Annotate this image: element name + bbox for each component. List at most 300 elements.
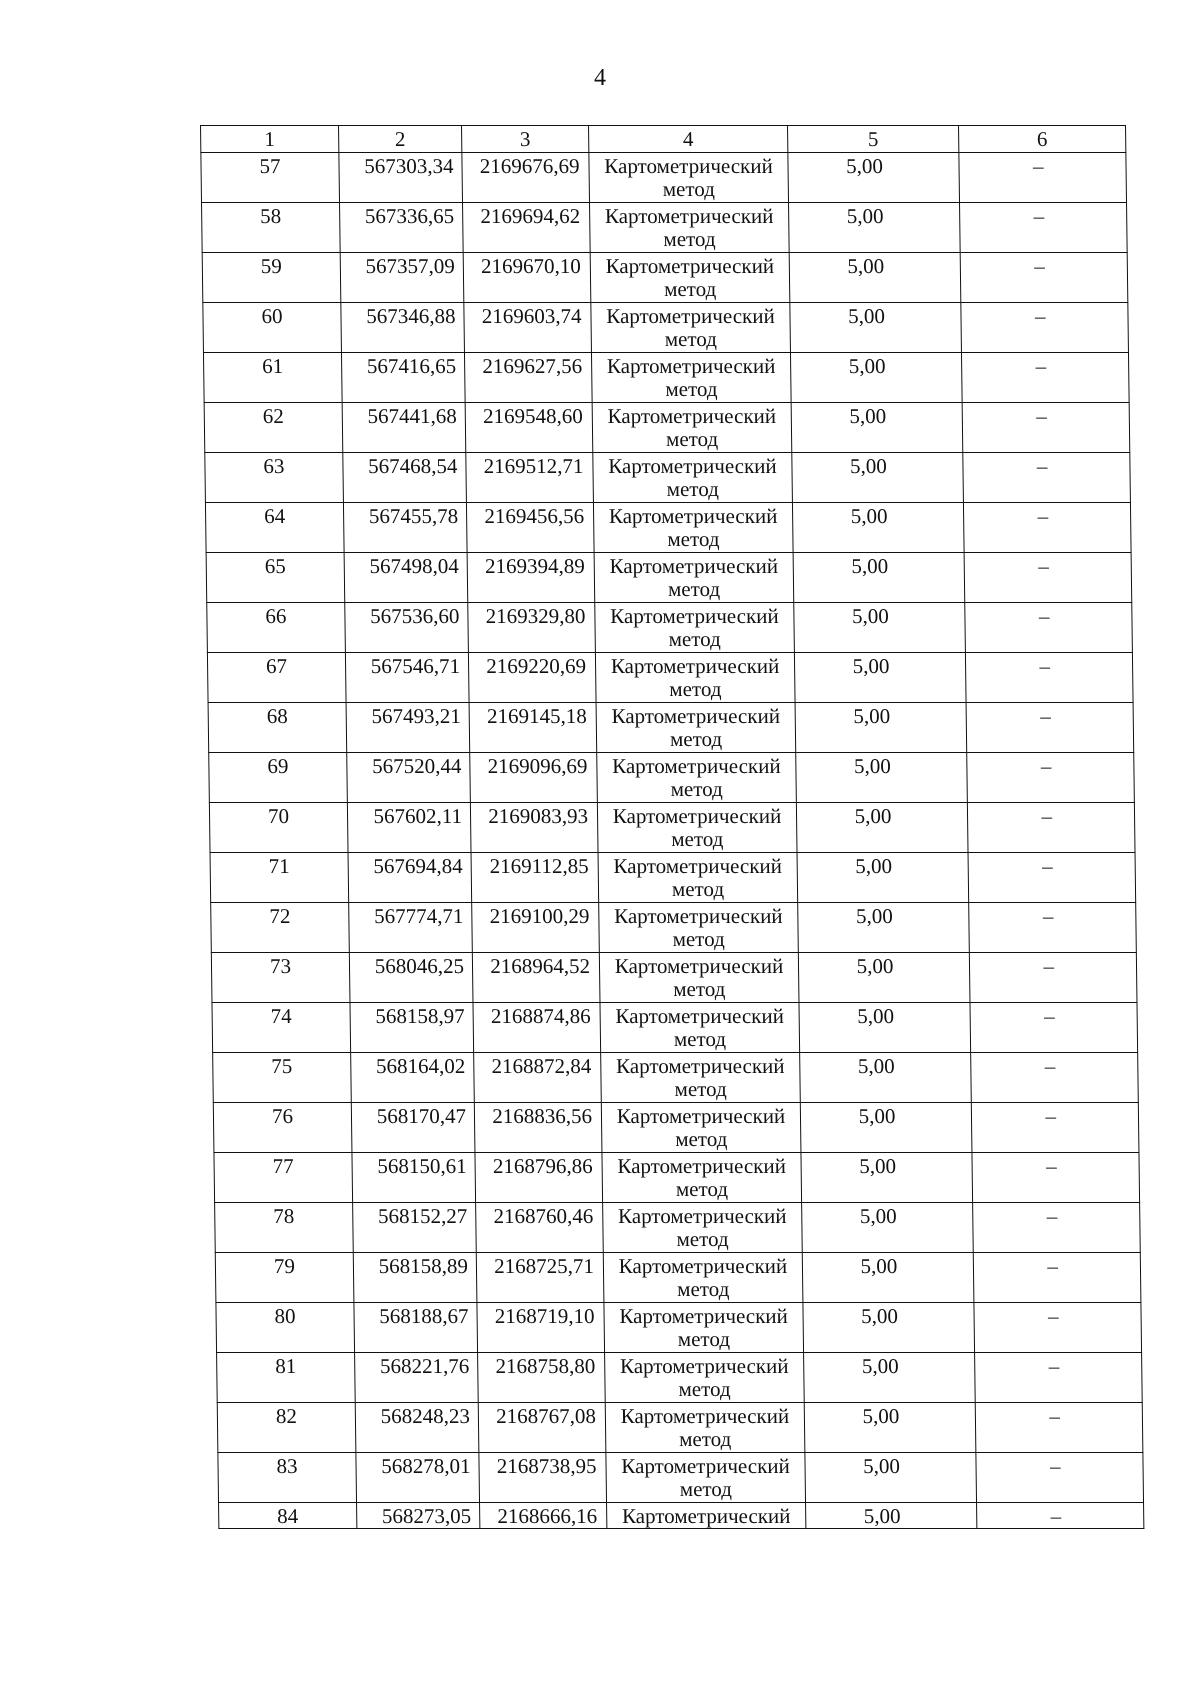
header-row — [201, 126, 1126, 153]
x-coordinate-cell — [348, 853, 472, 903]
method-cell — [597, 803, 797, 853]
table-row — [205, 453, 1131, 503]
y-coordinate-cell-text: 2168964,52 — [490, 954, 591, 978]
method-line1: Картометрический — [604, 204, 774, 228]
point-number-cell-text: 80 — [274, 1304, 296, 1328]
point-number-cell — [210, 853, 349, 903]
table-row — [214, 1153, 1140, 1203]
point-number-cell — [201, 153, 340, 203]
y-coordinate-cell — [465, 403, 593, 453]
note-cell — [961, 303, 1129, 353]
point-number-cell-text: 65 — [264, 554, 286, 578]
x-coordinate-cell-text: 568221,76 — [379, 1354, 470, 1378]
x-coordinate-cell-text: 567416,65 — [366, 354, 457, 378]
x-coordinate-cell-text: 567357,09 — [365, 254, 456, 278]
point-number-cell — [206, 553, 345, 603]
accuracy-cell-text: 5,00 — [851, 554, 889, 578]
method-line1: Картометрический — [606, 354, 776, 378]
accuracy-cell-text: 5,00 — [846, 154, 884, 178]
method-cell — [589, 153, 789, 203]
x-coordinate-cell-text: 568158,97 — [375, 1004, 465, 1028]
method-line1: Картометрический — [613, 854, 783, 878]
x-coordinate-cell — [355, 1403, 479, 1453]
point-number-cell-text: 66 — [265, 604, 287, 628]
method-line1: Картометрический — [608, 504, 778, 528]
accuracy-cell — [789, 253, 961, 303]
point-number-cell — [211, 953, 350, 1003]
note-cell-text: – — [1045, 1104, 1057, 1128]
table-row — [211, 953, 1137, 1003]
accuracy-cell — [792, 453, 964, 503]
x-coordinate-cell — [349, 953, 473, 1003]
y-coordinate-cell — [468, 653, 596, 703]
x-coordinate-cell-text: 567520,44 — [371, 754, 462, 778]
x-coordinate-cell — [354, 1303, 478, 1353]
method-cell — [601, 1053, 801, 1103]
point-number-cell-text: 67 — [265, 654, 288, 678]
accuracy-cell-text: 5,00 — [846, 204, 884, 228]
y-coordinate-cell-text: 2169627,56 — [482, 354, 583, 378]
point-number-cell-text: 69 — [267, 754, 289, 778]
note-cell — [961, 353, 1129, 403]
point-number-cell — [207, 653, 346, 703]
accuracy-cell — [805, 1453, 977, 1503]
note-cell — [970, 1003, 1138, 1053]
accuracy-cell-text: 5,00 — [857, 1054, 895, 1078]
method-line2: метод — [676, 1227, 729, 1251]
point-number-cell-text: 83 — [276, 1454, 298, 1478]
x-coordinate-cell — [346, 703, 470, 753]
point-number-cell-text: 71 — [268, 854, 290, 878]
accuracy-cell — [803, 1303, 975, 1353]
accuracy-cell-text: 5,00 — [850, 504, 888, 528]
point-number-cell — [203, 353, 342, 403]
accuracy-cell — [800, 1103, 972, 1153]
note-cell-text: – — [1049, 1404, 1061, 1428]
method-cell — [607, 1503, 806, 1529]
x-coordinate-cell — [340, 203, 464, 253]
x-coordinate-cell — [339, 153, 463, 203]
table-row — [219, 1503, 1144, 1529]
table-row — [213, 1103, 1139, 1153]
table-row — [212, 1003, 1138, 1053]
accuracy-cell — [790, 353, 962, 403]
point-number-cell — [214, 1153, 353, 1203]
method-line1: Картометрический — [620, 1404, 790, 1428]
point-number-cell — [209, 803, 348, 853]
method-cell — [594, 553, 794, 603]
method-cell — [591, 303, 791, 353]
point-number-cell — [202, 203, 341, 253]
note-cell — [977, 1503, 1144, 1529]
x-coordinate-cell — [341, 303, 465, 353]
accuracy-cell-text: 5,00 — [858, 1104, 896, 1128]
method-line2: метод — [669, 727, 723, 751]
point-number-cell — [203, 303, 342, 353]
method-cell — [595, 653, 795, 703]
method-line1: Картометрический — [607, 404, 777, 428]
table-row — [210, 853, 1136, 903]
point-number-cell — [215, 1253, 354, 1303]
accuracy-cell — [791, 403, 963, 453]
method-line1: Картометрический — [617, 1204, 787, 1228]
method-cell — [596, 703, 796, 753]
method-cell — [598, 853, 798, 903]
note-cell-text: – — [1048, 1354, 1060, 1378]
note-cell — [967, 803, 1135, 853]
method-line1: Картометрический — [621, 1504, 791, 1528]
point-number-cell — [205, 453, 344, 503]
table-row — [207, 603, 1133, 653]
x-coordinate-cell-text: 568248,23 — [380, 1404, 471, 1428]
y-coordinate-cell — [470, 753, 598, 803]
method-cell — [590, 253, 790, 303]
x-coordinate-cell-text: 567455,78 — [368, 504, 459, 528]
accuracy-cell-text: 5,00 — [861, 1354, 899, 1378]
point-number-cell — [202, 253, 341, 303]
x-coordinate-cell-text: 568158,89 — [378, 1254, 469, 1278]
note-cell-text: – — [1034, 254, 1046, 278]
x-coordinate-cell — [349, 903, 473, 953]
x-coordinate-cell — [341, 353, 465, 403]
point-number-cell-text: 75 — [271, 1054, 293, 1078]
table-row — [215, 1203, 1141, 1253]
y-coordinate-cell-text: 2169112,85 — [489, 854, 589, 878]
note-cell — [967, 753, 1135, 803]
method-line1: Картометрический — [618, 1254, 788, 1278]
accuracy-cell-text: 5,00 — [856, 954, 894, 978]
y-coordinate-cell — [478, 1403, 606, 1453]
method-line1: Картометрический — [610, 604, 779, 628]
note-cell-text: – — [1036, 454, 1048, 478]
x-coordinate-cell — [351, 1103, 475, 1153]
method-line1: Картометрический — [617, 1154, 787, 1178]
accuracy-cell-text: 5,00 — [853, 704, 891, 728]
note-cell — [964, 553, 1132, 603]
column-header-4: 4 — [589, 126, 788, 153]
method-line2: метод — [678, 1427, 732, 1451]
accuracy-cell — [790, 303, 962, 353]
method-cell — [599, 953, 799, 1003]
note-cell — [972, 1153, 1140, 1203]
x-coordinate-cell — [343, 503, 467, 553]
y-coordinate-cell-text: 2168758,80 — [495, 1354, 596, 1378]
accuracy-cell-text: 5,00 — [860, 1254, 898, 1278]
method-line2: метод — [667, 527, 720, 551]
point-number-cell-text: 64 — [263, 504, 286, 528]
x-coordinate-cell-text: 568150,61 — [377, 1154, 467, 1178]
method-line2: метод — [662, 177, 716, 201]
method-line2: метод — [671, 877, 725, 901]
y-coordinate-cell — [470, 803, 598, 853]
method-line1: Картометрический — [611, 754, 781, 778]
accuracy-cell-text: 5,00 — [861, 1304, 899, 1328]
y-coordinate-cell — [463, 253, 591, 303]
method-cell — [599, 903, 799, 953]
x-coordinate-cell-text: 567468,54 — [368, 454, 458, 478]
point-number-cell-text: 77 — [272, 1154, 294, 1178]
note-cell-text: – — [1049, 1454, 1061, 1478]
x-coordinate-cell-text: 568188,67 — [379, 1304, 469, 1328]
y-coordinate-cell — [473, 1003, 601, 1053]
y-coordinate-cell-text: 2168767,08 — [495, 1404, 597, 1428]
accuracy-cell-text: 5,00 — [849, 404, 887, 428]
note-cell-text: – — [1047, 1304, 1059, 1328]
accuracy-cell — [798, 953, 970, 1003]
note-cell-text: – — [1041, 804, 1053, 828]
x-coordinate-cell-text: 568170,47 — [376, 1104, 467, 1128]
accuracy-cell — [804, 1353, 976, 1403]
note-cell-text: – — [1039, 654, 1051, 678]
point-number-cell-text: 70 — [267, 804, 290, 828]
point-number-cell-text: 78 — [273, 1204, 295, 1228]
table-row — [217, 1403, 1143, 1453]
note-cell-text: – — [1046, 1204, 1058, 1228]
accuracy-cell — [796, 753, 968, 803]
x-coordinate-cell — [347, 803, 471, 853]
note-cell-text: – — [1032, 154, 1044, 178]
accuracy-cell — [806, 1503, 977, 1529]
table-row — [206, 553, 1132, 603]
note-cell — [975, 1403, 1143, 1453]
method-cell — [601, 1103, 801, 1153]
y-coordinate-cell-text: 2168874,86 — [490, 1004, 591, 1028]
y-coordinate-cell — [476, 1203, 604, 1253]
y-coordinate-cell-text: 2168738,95 — [496, 1454, 597, 1478]
y-coordinate-cell — [471, 853, 599, 903]
y-coordinate-cell-text: 2169694,62 — [480, 204, 581, 228]
x-coordinate-cell — [340, 253, 464, 303]
method-line1: Картометрический — [613, 904, 783, 928]
method-line2: метод — [665, 377, 718, 401]
method-cell — [600, 1003, 800, 1053]
method-line1: Картометрический — [619, 1304, 788, 1328]
accuracy-cell-text: 5,00 — [862, 1404, 900, 1428]
accuracy-cell — [796, 803, 968, 853]
note-cell — [968, 853, 1136, 903]
x-coordinate-cell — [352, 1153, 476, 1203]
column-header-2: 2 — [339, 126, 462, 153]
table-row — [205, 503, 1131, 553]
method-cell — [593, 503, 793, 553]
y-coordinate-cell — [462, 153, 590, 203]
x-coordinate-cell — [353, 1253, 477, 1303]
y-coordinate-cell — [463, 203, 591, 253]
accuracy-cell — [804, 1403, 976, 1453]
note-cell — [975, 1353, 1143, 1403]
accuracy-cell-text: 5,00 — [853, 754, 891, 778]
y-coordinate-cell-text: 2169100,29 — [489, 904, 590, 928]
method-line2: метод — [664, 327, 718, 351]
accuracy-cell-text: 5,00 — [847, 304, 886, 328]
method-line1: Картометрический — [621, 1454, 790, 1478]
note-cell — [963, 453, 1131, 503]
note-cell — [965, 603, 1133, 653]
method-line2: метод — [672, 927, 725, 951]
method-line2: метод — [678, 1377, 731, 1401]
y-coordinate-cell-text: 2169548,60 — [482, 404, 583, 428]
note-cell — [965, 653, 1133, 703]
point-number-cell — [217, 1353, 356, 1403]
y-coordinate-cell-text: 2169512,71 — [483, 454, 584, 478]
method-line2: метод — [665, 427, 719, 451]
x-coordinate-cell-text: 567546,71 — [370, 654, 461, 678]
point-number-cell-text: 68 — [266, 704, 288, 728]
method-cell — [604, 1303, 804, 1353]
accuracy-cell-text: 5,00 — [849, 454, 887, 478]
y-coordinate-cell — [472, 903, 600, 953]
note-cell — [973, 1203, 1141, 1253]
method-cell — [605, 1353, 805, 1403]
x-coordinate-cell — [357, 1503, 480, 1529]
table-row — [202, 203, 1128, 253]
x-coordinate-cell-text: 567536,60 — [370, 604, 460, 628]
method-line1: Картометрический — [611, 704, 781, 728]
point-number-cell-text: 72 — [269, 904, 291, 928]
y-coordinate-cell-text: 2168872,84 — [491, 1054, 592, 1078]
accuracy-cell — [798, 903, 970, 953]
y-coordinate-cell-text: 2169394,89 — [484, 554, 585, 578]
table-row — [218, 1453, 1144, 1503]
accuracy-cell — [794, 603, 966, 653]
x-coordinate-cell-text: 568273,05 — [381, 1504, 472, 1528]
column-header-5: 5 — [788, 126, 959, 153]
point-number-cell — [216, 1303, 355, 1353]
y-coordinate-cell-text: 2169456,56 — [484, 504, 585, 528]
x-coordinate-cell — [356, 1453, 480, 1503]
point-number-cell — [219, 1503, 357, 1529]
x-coordinate-cell — [344, 553, 468, 603]
point-number-cell — [217, 1403, 356, 1453]
method-line2: метод — [677, 1327, 731, 1351]
accuracy-cell-text: 5,00 — [847, 254, 885, 278]
point-number-cell — [207, 603, 346, 653]
y-coordinate-cell — [477, 1303, 605, 1353]
accuracy-cell — [802, 1203, 974, 1253]
method-line1: Картометрический — [614, 954, 784, 978]
y-coordinate-cell-text: 2168796,86 — [492, 1154, 593, 1178]
accuracy-cell-text: 5,00 — [863, 1504, 901, 1528]
method-line1: Картометрический — [605, 254, 775, 278]
y-coordinate-cell-text: 2169329,80 — [485, 604, 586, 628]
y-coordinate-cell-text: 2168760,46 — [493, 1204, 594, 1228]
note-cell-text: – — [1042, 904, 1054, 928]
method-line1: Картометрический — [615, 1054, 785, 1078]
point-number-cell — [218, 1453, 357, 1503]
table-row — [216, 1303, 1142, 1353]
accuracy-cell — [792, 503, 964, 553]
point-number-cell — [213, 1103, 352, 1153]
method-line2: метод — [673, 977, 726, 1001]
x-coordinate-cell — [345, 603, 469, 653]
y-coordinate-cell — [472, 953, 600, 1003]
note-cell-text: – — [1044, 1054, 1056, 1078]
note-cell — [969, 903, 1137, 953]
coordinates-table — [200, 125, 1144, 1529]
point-number-cell — [208, 703, 347, 753]
column-header-3: 3 — [462, 126, 589, 153]
point-number-cell — [212, 1003, 351, 1053]
accuracy-cell — [797, 853, 969, 903]
x-coordinate-cell — [345, 653, 469, 703]
method-line1: Картометрический — [609, 554, 779, 578]
point-number-cell — [204, 403, 343, 453]
note-cell — [960, 253, 1128, 303]
x-coordinate-cell-text: 568046,25 — [374, 954, 465, 978]
table-row — [209, 753, 1135, 803]
y-coordinate-cell-text: 2169676,69 — [479, 154, 580, 178]
method-line2: метод — [679, 1477, 733, 1501]
x-coordinate-cell — [350, 1003, 474, 1053]
point-number-cell-text: 57 — [259, 154, 281, 178]
method-cell — [592, 403, 792, 453]
method-cell — [590, 203, 790, 253]
method-cell — [603, 1203, 803, 1253]
note-cell-text: – — [1033, 204, 1045, 228]
y-coordinate-cell — [475, 1153, 603, 1203]
y-coordinate-cell — [469, 703, 597, 753]
method-line2: метод — [673, 1027, 727, 1051]
point-number-cell — [213, 1053, 352, 1103]
accuracy-cell — [788, 153, 960, 203]
x-coordinate-cell-text: 568164,02 — [375, 1054, 466, 1078]
method-line1: Картометрический — [604, 154, 773, 178]
note-cell — [959, 153, 1127, 203]
method-cell — [595, 603, 795, 653]
point-number-cell-text: 82 — [275, 1404, 298, 1428]
y-coordinate-cell — [474, 1053, 602, 1103]
accuracy-cell — [793, 553, 965, 603]
note-cell-text: – — [1050, 1504, 1062, 1528]
accuracy-cell-text: 5,00 — [859, 1204, 897, 1228]
point-number-cell — [205, 503, 344, 553]
accuracy-cell — [789, 203, 961, 253]
accuracy-cell — [800, 1053, 972, 1103]
point-number-cell-text: 74 — [270, 1004, 292, 1028]
point-number-cell-text: 60 — [261, 304, 283, 328]
table-row — [209, 803, 1135, 853]
accuracy-cell — [795, 703, 967, 753]
accuracy-cell-text: 5,00 — [854, 804, 892, 828]
y-coordinate-cell-text: 2168719,10 — [494, 1304, 595, 1328]
x-coordinate-cell-text: 567441,68 — [367, 404, 457, 428]
note-cell — [963, 503, 1131, 553]
y-coordinate-cell-text: 2169145,18 — [486, 704, 587, 728]
y-coordinate-cell-text: 2169670,10 — [480, 254, 582, 278]
point-number-cell-text: 62 — [262, 404, 284, 428]
method-line1: Картометрический — [606, 304, 775, 328]
note-cell — [966, 703, 1134, 753]
note-cell — [973, 1253, 1141, 1303]
y-coordinate-cell-text: 2169220,69 — [486, 654, 587, 678]
table-row — [204, 403, 1130, 453]
method-line2: метод — [675, 1177, 729, 1201]
accuracy-cell-text: 5,00 — [855, 854, 893, 878]
note-cell-text: – — [1040, 704, 1051, 728]
table-row — [201, 153, 1127, 203]
note-cell-text: – — [1040, 754, 1052, 778]
method-line2: метод — [675, 1127, 728, 1151]
point-number-cell — [211, 903, 350, 953]
note-cell-text: – — [1034, 304, 1046, 328]
accuracy-cell-text: 5,00 — [848, 354, 886, 378]
note-cell-text: – — [1035, 354, 1047, 378]
x-coordinate-cell — [343, 453, 467, 503]
y-coordinate-cell — [464, 303, 592, 353]
y-coordinate-cell — [479, 1453, 607, 1503]
x-coordinate-cell-text: 567346,88 — [366, 304, 456, 328]
method-cell — [597, 753, 797, 803]
